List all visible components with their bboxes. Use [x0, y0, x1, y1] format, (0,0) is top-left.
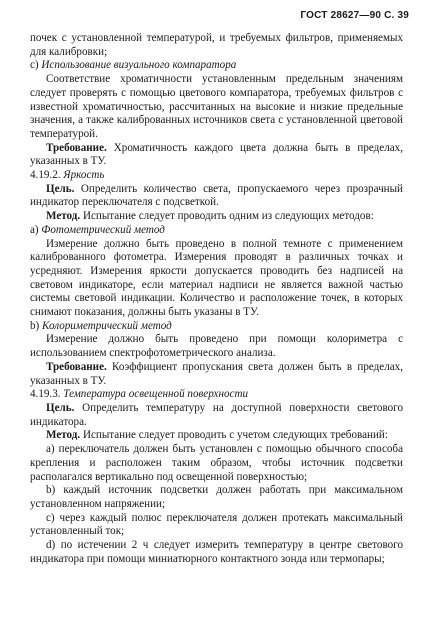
document-body — [30, 32, 403, 566]
paragraph-comparator: Соответствие хроматичности установленным предельным значениям следует проверять с помощью цветового компаратора, требуемых фильтров с известной хроматичностью, рассчитанных на высокие и низкие предельные значения, а также калиброванных источников света с установленной цветовой температурой. — [30, 73, 403, 140]
section-number: 4.19.2. — [30, 169, 61, 182]
page-header: ГОСТ 28627—90 С. 39 — [300, 10, 409, 21]
paragraph-continuation: почек с установленной температурой, и требуемых фильтров, применяемых для калибровки; — [30, 32, 403, 58]
list-item-c: c) через каждый полюс переключателя должен протекать максимальный установленный ток; — [30, 511, 403, 538]
item-number: а) — [30, 223, 39, 236]
requirement-transmission — [30, 361, 403, 388]
paragraph-photometric: Измерение должно быть проведено в полной темноте с применением калиброванного фотометра. Измерения проводят в различных точках и усредняют. Измерения яркости допускается проводить без надписей на световом индикаторе, если материал надписи не является важной частью системы световой индикации. Количество и расположение точек, в которых снимают показания, должны быть указаны в ТУ. — [30, 237, 403, 319]
requirement-text: Коэффициент пропускания света должен быть в пределах, указанных в ТУ. — [30, 360, 403, 387]
heading-text: Яркость — [63, 169, 105, 182]
paragraph-colorimetric: Измерение должно быть проведено при помощи колориметра с использованием спектрофотометрического анализа. — [30, 333, 403, 360]
goal-brightness — [30, 183, 403, 210]
list-item-d: d) по истечении 2 ч следует измерить температуру в центре светового индикатора при помощи миниатюрного контактного зонда или термопары; — [30, 539, 403, 565]
section-heading-brightness — [30, 169, 403, 183]
method-heading-colorimetric — [30, 320, 403, 334]
goal-text: Определить температуру на доступной поверхности светового индикатора. — [30, 401, 403, 428]
section-heading-surface-temperature — [30, 388, 403, 402]
item-number: с) — [30, 59, 39, 72]
list-item-b: b) каждый источник подсветки должен работать при максимальном установленном напряжении; — [30, 484, 403, 510]
method-temperature — [30, 429, 403, 443]
requirement-text: Хроматичность каждого цвета должна быть в пределах, указанных в ТУ. — [30, 141, 403, 168]
heading-text: Колориметрический метод — [42, 319, 172, 332]
method-heading-photometric — [30, 224, 403, 238]
label-method: Метод. — [46, 429, 81, 442]
method-heading-visual-comparator — [30, 59, 403, 73]
label-requirement: Требование. — [46, 141, 107, 154]
goal-temperature — [30, 402, 403, 429]
method-brightness — [30, 210, 403, 224]
method-text: Испытание следует проводить с учетом следующих требований: — [80, 429, 388, 442]
label-goal: Цель. — [46, 182, 75, 195]
label-requirement: Требование. — [46, 360, 107, 373]
section-number: 4.19.3. — [30, 388, 61, 401]
heading-text: Использование визуального компаратора — [41, 59, 237, 72]
requirement-chromaticity — [30, 142, 403, 169]
heading-text: Фотометрический метод — [41, 223, 165, 236]
label-goal: Цель. — [46, 401, 75, 414]
item-number: b) — [30, 319, 40, 332]
method-text: Испытание следует проводить одним из следующих методов: — [80, 210, 374, 223]
heading-text: Температура освещенной поверхности — [63, 388, 249, 401]
goal-text: Определить количество света, пропускаемого через прозрачный индикатор переключателя с подсветкой. — [30, 182, 403, 209]
list-item-a: a) переключатель должен быть установлен с помощью обычного способа крепления и расположен таким образом, чтобы источник подсветки располагался вертикально под освещенной поверхностью; — [30, 443, 403, 483]
label-method: Метод. — [46, 210, 81, 223]
